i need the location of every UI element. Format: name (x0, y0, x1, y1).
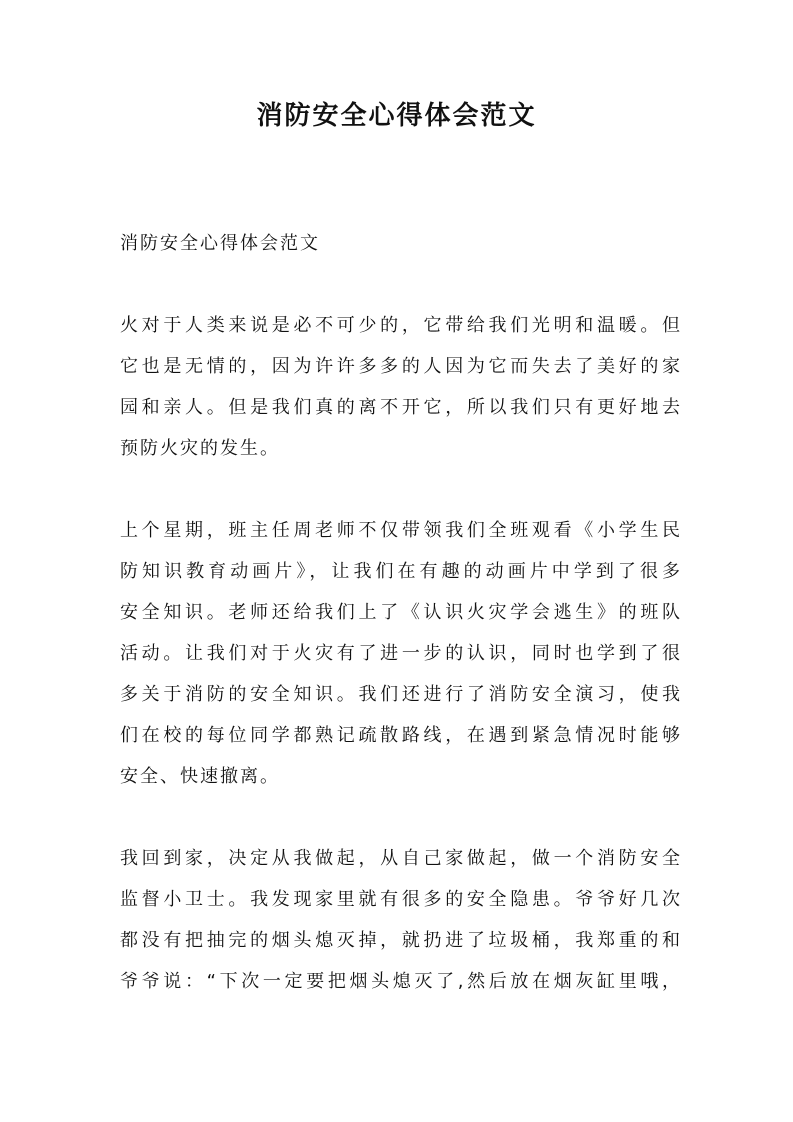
paragraph-3-line-2: 监督小卫士。我发现家里就有很多的安全隐患。爷爷好几次 (120, 889, 680, 910)
paragraph-2-line-7: 安全、快速撤离。 (120, 766, 280, 787)
paragraph-3-line-4: 爷爷说：“下次一定要把烟头熄灭了,然后放在烟灰缸里哦， (120, 971, 680, 992)
paragraph-2-line-5: 多关于消防的安全知识。我们还进行了消防安全演习，使我 (120, 684, 680, 705)
paragraph-2-line-2: 防知识教育动画片》，让我们在有趣的动画片中学到了很多 (120, 561, 680, 582)
paragraph-3-line-1: 我回到家，决定从我做起，从自己家做起，做一个消防安全 (120, 848, 680, 869)
paragraph-3-line-3: 都没有把抽完的烟头熄灭掉，就扔进了垃圾桶，我郑重的和 (120, 930, 680, 951)
paragraph-2-line-3: 安全知识。老师还给我们上了《认识火灾学会逃生》的班队 (120, 602, 680, 623)
paragraph-2-line-4: 活动。让我们对于火灾有了进一步的认识，同时也学到了很 (120, 643, 680, 664)
paragraph-1-line-4: 预防火灾的发生。 (120, 438, 280, 459)
paragraph-2-line-1: 上个星期，班主任周老师不仅带领我们全班观看《小学生民 (120, 520, 680, 541)
paragraph-1-line-3: 园和亲人。但是我们真的离不开它，所以我们只有更好地去 (120, 397, 680, 418)
paragraph-2-line-6: 们在校的每位同学都熟记疏散路线，在遇到紧急情况时能够 (120, 725, 680, 746)
paragraph-1-line-2: 它也是无情的，因为许许多多的人因为它而失去了美好的家 (120, 356, 680, 377)
paragraph-1-line-1: 火对于人类来说是必不可少的，它带给我们光明和温暖。但 (120, 315, 680, 336)
document-title: 消防安全心得体会范文 (256, 101, 537, 131)
document-subtitle: 消防安全心得体会范文 (120, 233, 320, 254)
